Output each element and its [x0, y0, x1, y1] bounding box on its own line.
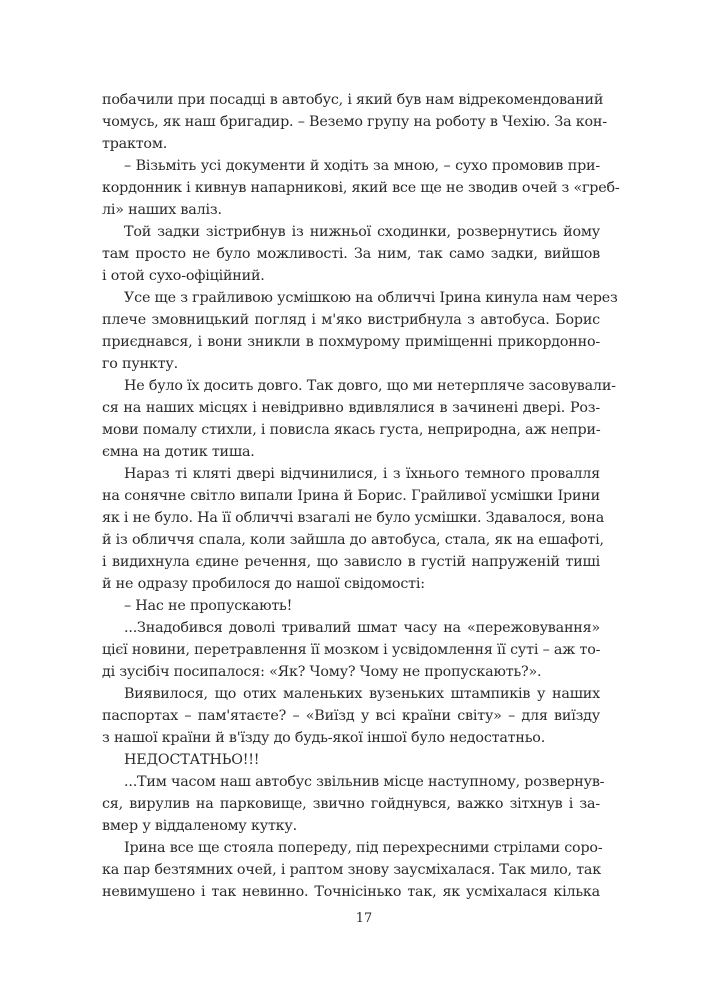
text-line: там просто не було можливості. За ним, так само задки, вийшов — [102, 246, 600, 262]
text-line: ся, вирулив на парковище, звично гойднувся, важко зітхнув і за- — [102, 796, 600, 812]
text-line: з нашої країни й в'їзду до будь-якої іншої було недостатньо. — [102, 730, 546, 746]
text-line: ді зусібіч посипалося: «Як? Чому? Чому не пропускають?». — [102, 664, 542, 680]
text-line: Ірина все ще стояла попереду, під перехресними стрілами соро- — [124, 840, 603, 856]
text-line: – Візьміть усі документи й ходіть за мною, – сухо промовив при- — [124, 158, 600, 174]
text-line: ємна на дотик тиша. — [102, 444, 255, 460]
text-line: чомусь, як наш бригадир. – Веземо групу на роботу в Чехію. За кон- — [102, 114, 607, 130]
text-line: кордонник і кивнув напарникові, який все ще не зводив очей з «греб- — [102, 180, 620, 196]
text-line: трактом. — [102, 136, 168, 152]
text-line: побачили при посадці в автобус, і який був нам відрекомендований — [102, 92, 604, 108]
text-line: вмер у віддаленому кутку. — [102, 818, 297, 834]
text-line: як і не було. На її обличчі взагалі не було усмішки. Здавалося, вона — [102, 510, 605, 526]
text-line: й не одразу пробилося до нашої свідомості: — [102, 576, 425, 592]
page-number: 17 — [355, 911, 373, 926]
text-line: невимушено і так невинно. Точнісінько так, як усміхалася кілька — [102, 884, 600, 900]
text-line: ся на наших місцях і невідривно вдивлялися в зачинені двері. Роз- — [102, 400, 600, 416]
text-line: на сонячне світло випали Ірина й Борис. Грайливої усмішки Ірини — [102, 488, 600, 504]
text-line: ...Знадобився доволі тривалий шмат часу на «пережовування» — [124, 620, 600, 636]
text-line: плече змовницький погляд і м'яко вистрибнула з автобуса. Борис — [102, 312, 600, 328]
text-line: лі» наших валіз. — [102, 202, 222, 218]
text-line: Усе ще з грайливою усмішкою на обличчі Ірина кинула нам через — [124, 290, 618, 306]
text-line: Не було їх досить довго. Так довго, що ми нетерпляче засовували- — [124, 378, 616, 394]
text-line: НЕДОСТАТНЬО!!! — [124, 752, 260, 768]
text-line: ...Тим часом наш автобус звільнив місце наступному, розвернув- — [124, 774, 605, 790]
text-line: цієї новини, перетравлення її мозком і усвідомлення її суті – аж то- — [102, 642, 601, 658]
text-line: ка пар безтямних очей, і раптом знову заусміхалася. Так мило, так — [102, 862, 601, 878]
text-line: Виявилося, що отих маленьких вузеньких штампиків у наших — [124, 686, 600, 702]
text-line: і отой сухо-офіційний. — [102, 268, 265, 284]
text-line: Той задки зістрибнув із нижньої сходинки, розвернутись йому — [124, 224, 600, 240]
text-line: – Нас не пропускають! — [124, 598, 293, 614]
text-line: і видихнула єдине речення, що зависло в густій напруженій тиші — [102, 554, 600, 570]
text-line: приєднався, і вони зникли в похмурому приміщенні прикордонно- — [102, 334, 600, 350]
text-line: й із обличчя спала, коли зайшла до автобуса, стала, як на ешафоті, — [102, 532, 604, 548]
text-line: мови помалу стихли, і повисла якась густа, неприродна, аж непри- — [102, 422, 601, 438]
text-line: паспортах – пам'ятаєте? – «Виїзд у всі країни світу» – для виїзду — [102, 708, 600, 724]
text-line: Нараз ті кляті двері відчинилися, і з їхнього темного провалля — [124, 466, 600, 482]
text-line: го пункту. — [102, 356, 178, 372]
